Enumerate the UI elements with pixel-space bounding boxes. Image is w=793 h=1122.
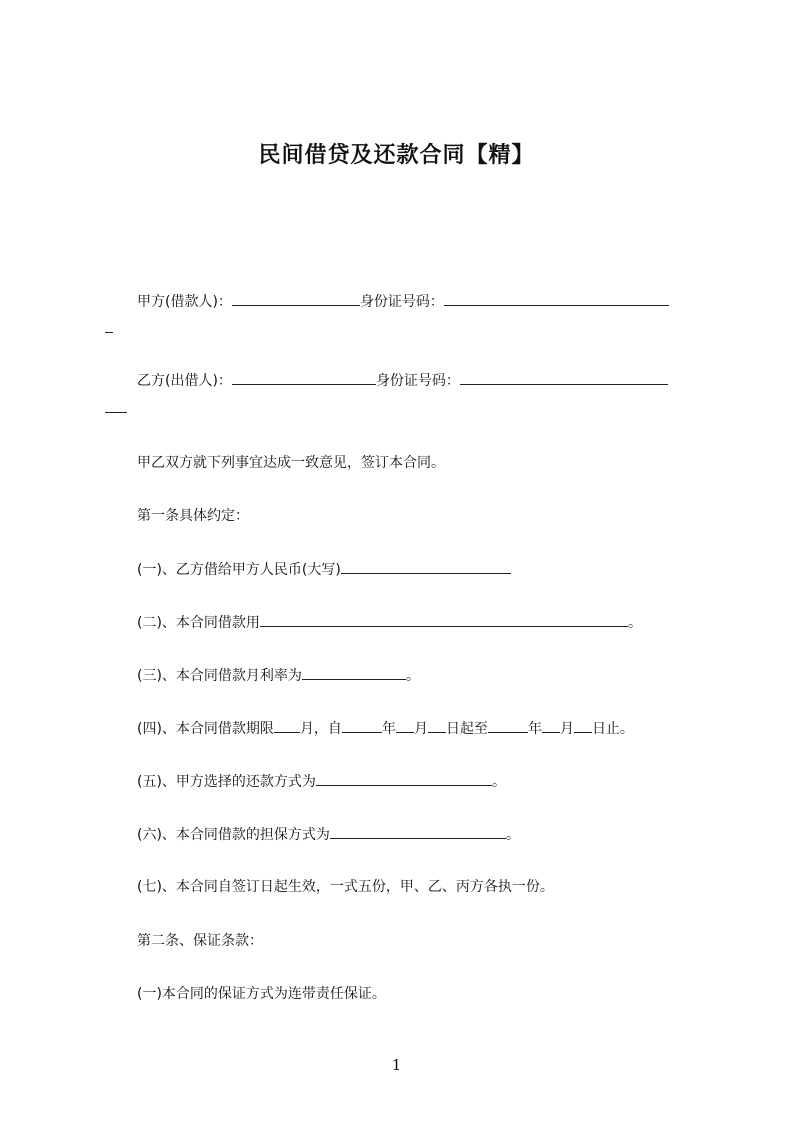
- loan-amount-blank: [341, 559, 511, 574]
- start-year-blank: [342, 718, 382, 733]
- item-4-text-2: 月，自: [299, 721, 342, 737]
- item-5-text: (五)、甲方选择的还款方式为: [137, 774, 316, 790]
- item-4-text-4: 月: [413, 721, 428, 737]
- page-title: 民间借贷及还款合同【精】: [258, 143, 535, 168]
- item-3-end: 。: [405, 668, 420, 684]
- guarantee-method-blank: [330, 824, 506, 839]
- start-month-blank: [396, 718, 414, 733]
- article-1-item-1: [137, 559, 511, 580]
- end-day-blank: [574, 718, 592, 733]
- term-months-blank: [274, 718, 300, 733]
- start-day-blank: [428, 718, 446, 733]
- item-4-text-6: 年: [527, 721, 542, 737]
- party-a-line: [137, 291, 669, 312]
- article-2-heading: 第二条、保证条款：: [137, 933, 263, 949]
- article-1-item-2: [137, 612, 642, 633]
- end-year-blank: [488, 718, 528, 733]
- item-4-text-3: 年: [381, 721, 396, 737]
- item-4-text-8: 日止。: [591, 721, 634, 737]
- article-1-item-6: [137, 824, 520, 845]
- party-a-id-blank: [444, 291, 669, 306]
- end-month-blank: [542, 718, 560, 733]
- article-1-item-3: [137, 665, 420, 686]
- item-4-text-7: 月: [559, 721, 574, 737]
- article-1-heading: 第一条具体约定：: [137, 508, 249, 524]
- repayment-method-blank: [316, 771, 492, 786]
- party-b-id-blank-wrap: [105, 412, 127, 413]
- party-a-label: 甲方(借款人)：: [137, 294, 232, 310]
- page-number: 1: [391, 1056, 402, 1074]
- item-5-end: 。: [491, 774, 506, 790]
- interest-rate-blank: [302, 665, 406, 680]
- item-3-text: (三)、本合同借款月利率为: [137, 668, 302, 684]
- item-2-end: 。: [627, 615, 642, 631]
- article-2-item-1: (一)本合同的保证方式为连带责任保证。: [137, 986, 386, 1002]
- item-2-text: (二)、本合同借款用: [137, 615, 260, 631]
- article-1-item-5: [137, 771, 506, 792]
- article-1-item-7: (七)、本合同自签订日起生效，一式五份，甲、乙、丙方各执一份。: [137, 879, 554, 895]
- article-1-item-4: [137, 718, 634, 739]
- party-b-id-label: 身份证号码：: [375, 373, 460, 389]
- item-6-text: (六)、本合同借款的担保方式为: [137, 827, 330, 843]
- party-b-label: 乙方(出借人)：: [137, 373, 232, 389]
- party-b-name-blank: [232, 370, 376, 385]
- party-a-name-blank: [232, 291, 360, 306]
- item-6-end: 。: [505, 827, 520, 843]
- party-b-id-blank: [460, 370, 668, 385]
- party-b-line: [137, 370, 668, 391]
- loan-purpose-blank: [260, 612, 628, 627]
- party-a-id-label: 身份证号码：: [359, 294, 444, 310]
- item-1-text: (一)、乙方借给甲方人民币(大写): [137, 562, 341, 578]
- intro-paragraph: 甲乙双方就下列事宜达成一致意见，签订本合同。: [137, 455, 445, 471]
- party-a-id-blank-wrap: [105, 332, 113, 333]
- item-4-text-5: 日起至: [445, 721, 488, 737]
- item-4-text-1: (四)、本合同借款期限: [137, 721, 274, 737]
